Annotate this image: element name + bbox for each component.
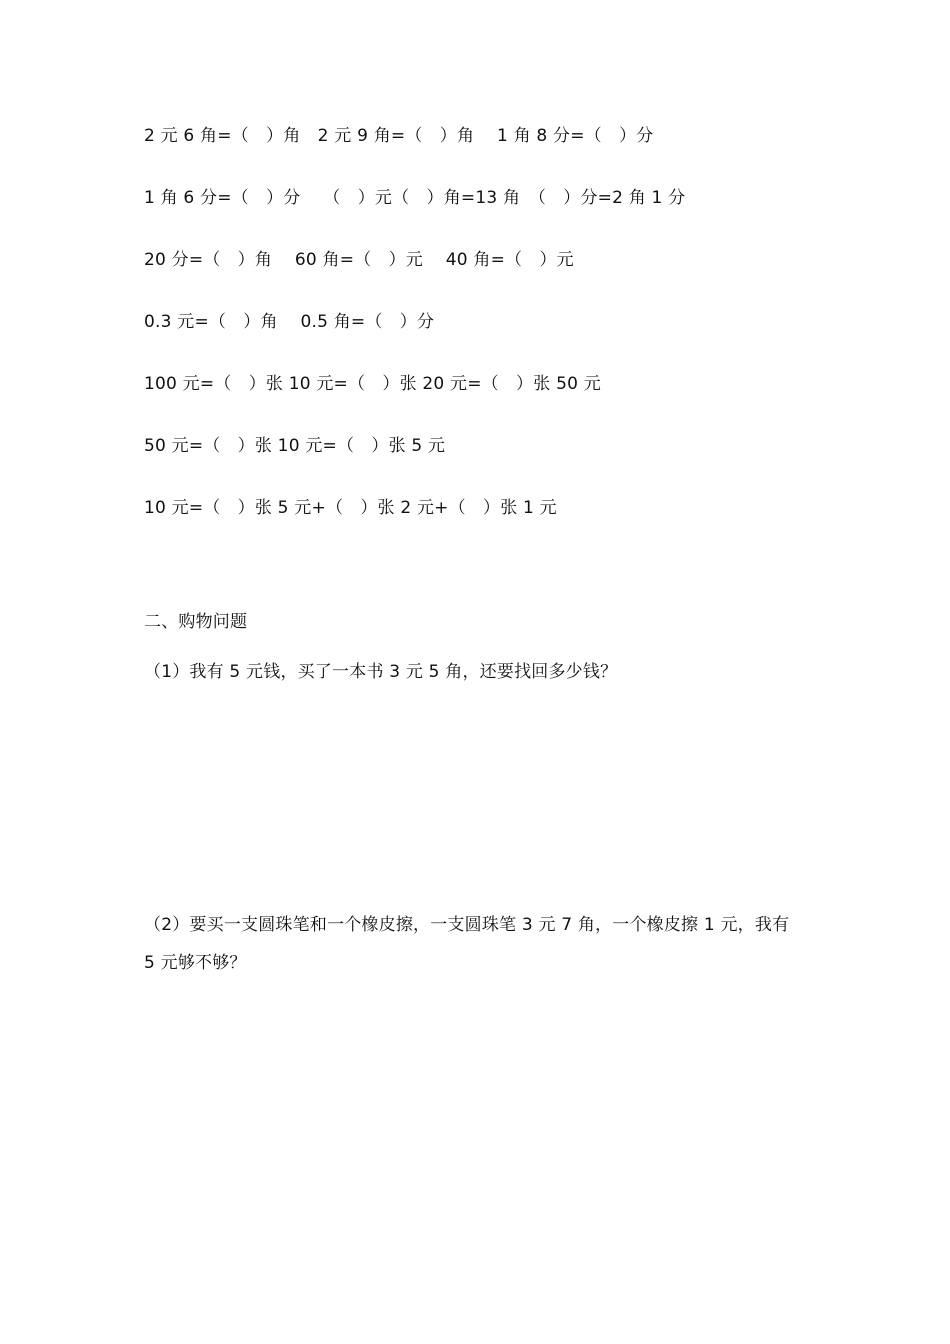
- question-2-line-1: （2）要买一支圆珠笔和一个橡皮擦，一支圆珠笔 3 元 7 角，一个橡皮擦 1 元，我有: [144, 915, 790, 935]
- exercise-line-3: 20 分=（ ）角 60 角=（ ）元 40 角=（ ）元: [144, 250, 574, 270]
- question-2-line-2: 5 元够不够？: [144, 953, 247, 973]
- exercise-line-1: 2 元 6 角=（ ）角 2 元 9 角=（ ）角 1 角 8 分=（ ）分: [144, 126, 654, 146]
- exercise-line-2: 1 角 6 分=（ ）分 （ ）元（ ）角=13 角 （ ）分=2 角 1 分: [144, 188, 686, 208]
- exercise-line-7: 10 元=（ ）张 5 元+（ ）张 2 元+（ ）张 1 元: [144, 498, 557, 518]
- exercise-line-5: 100 元=（ ）张 10 元=（ ）张 20 元=（ ）张 50 元: [144, 374, 601, 394]
- section-title-shopping: 二、购物问题: [144, 612, 248, 632]
- exercise-line-4: 0.3 元=（ ）角 0.5 角=（ ）分: [144, 312, 435, 332]
- exercise-line-6: 50 元=（ ）张 10 元=（ ）张 5 元: [144, 436, 446, 456]
- question-1: （1）我有 5 元钱，买了一本书 3 元 5 角，还要找回多少钱？: [144, 662, 618, 682]
